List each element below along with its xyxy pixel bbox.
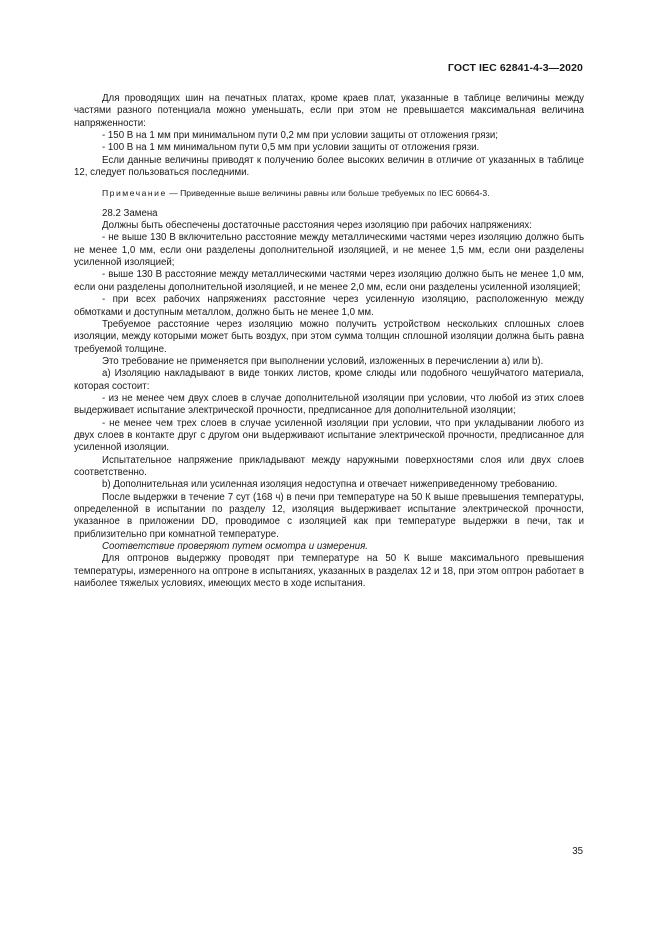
paragraph: Если данные величины приводят к получению более высоких величин в отличие от указанных в таблице 12, следует пользоваться последними. [74, 154, 584, 179]
list-item: - при всех рабочих напряжениях расстояние через усиленную изоляцию, расположенную между обмотками и доступным металлом, должно быть не менее 1,0 мм. [74, 294, 584, 318]
page-body [74, 93, 584, 590]
list-item: b) Дополнительная или усиленная изоляция недоступна и отвечает нижеприведенному требованию. [102, 479, 558, 491]
compliance-statement: Соответствие проверяют путем осмотра и измерения. [102, 541, 368, 553]
list-item: - выше 130 В расстояние между металлическими частями через изоляцию должно быть не менее 1,0 мм, если они разделены дополнительной изоляцией, и не менее 2,0 мм, если они разделены усиленной изоляцией; [74, 269, 584, 293]
page-number: 35 [572, 846, 583, 857]
paragraph: Для оптронов выдержку проводят при температуре на 50 К выше максимального превышения температуры, измеренного на оптроне в испытаниях, указанных в разделах 12 и 18, при этом оптрон работает в наиболее тяжелых условиях, имеющих место в ходе испытания. [74, 553, 584, 590]
paragraph: После выдержки в течение 7 сут (168 ч) в печи при температуре на 50 К выше превышения температуры, определенной в испытании по разделу 12, изоляция выдерживает испытание электрической прочности, указанное в приложении DD, проводимое с изоляцией как при температуре выдержки в печи, так и приблизительно при комнатной температуре. [74, 491, 584, 540]
paragraph: Требуемое расстояние через изоляцию можно получить устройством нескольких сплошных слоев изоляции, между которыми может быть воздух, при этом сумма толщин сплошной изоляции должна быть равна требуемой толщине. [74, 318, 584, 355]
note-label: Примечание [102, 188, 167, 199]
list-item: - не выше 130 В включительно расстояние между металлическими частями через изоляцию должно быть не менее 1,0 мм, если они разделены дополнительной изоляцией, и не менее 1,5 мм, если они разделены усиленной изоляцией; [74, 232, 584, 269]
paragraph: Испытательное напряжение прикладывают между наружными поверхностями слоя или двух слоев соответственно. [74, 454, 584, 478]
list-item: а) Изоляцию накладывают в виде тонких листов, кроме слюды или подобного чешуйчатого материала, которая состоит: [74, 368, 584, 392]
document-id-header: ГОСТ IEC 62841-4-3—2020 [447, 62, 583, 74]
list-item: - 150 В на 1 мм при минимальном пути 0,2 мм при условии защиты от отложения грязи; [102, 130, 498, 142]
paragraph: Для проводящих шин на печатных платах, кроме краев плат, указанные в таблице величины между частями разного потенциала можно уменьшать, если при этом не превышается максимальная величина напряженности: [74, 93, 584, 129]
paragraph: Должны быть обеспечены достаточные расстояния через изоляцию при рабочих напряжениях: [102, 220, 532, 232]
section-heading: 28.2 Замена [102, 207, 158, 219]
paragraph: Это требование не применяется при выполнении условий, изложенных в перечислении а) или b). [102, 355, 544, 367]
note-text: — Приведенные выше величины равны или больше требуемых по IEC 60664-3. [166, 188, 490, 199]
note [74, 187, 584, 199]
list-item: - не менее чем трех слоев в случае усиленной изоляции при условии, что при укладывании любого из двух слоев в контакте друг с другом они выдерживают испытание электрической прочности, предписанное для усиленной изоляции. [74, 417, 584, 454]
list-item: - 100 В на 1 мм минимальном пути 0,5 мм при условии защиты от отложения грязи. [102, 142, 480, 154]
list-item: - из не менее чем двух слоев в случае дополнительной изоляции при условии, что любой из этих слоев выдерживает испытание электрической прочности, предписанное для дополнительной изоляции; [74, 392, 584, 417]
